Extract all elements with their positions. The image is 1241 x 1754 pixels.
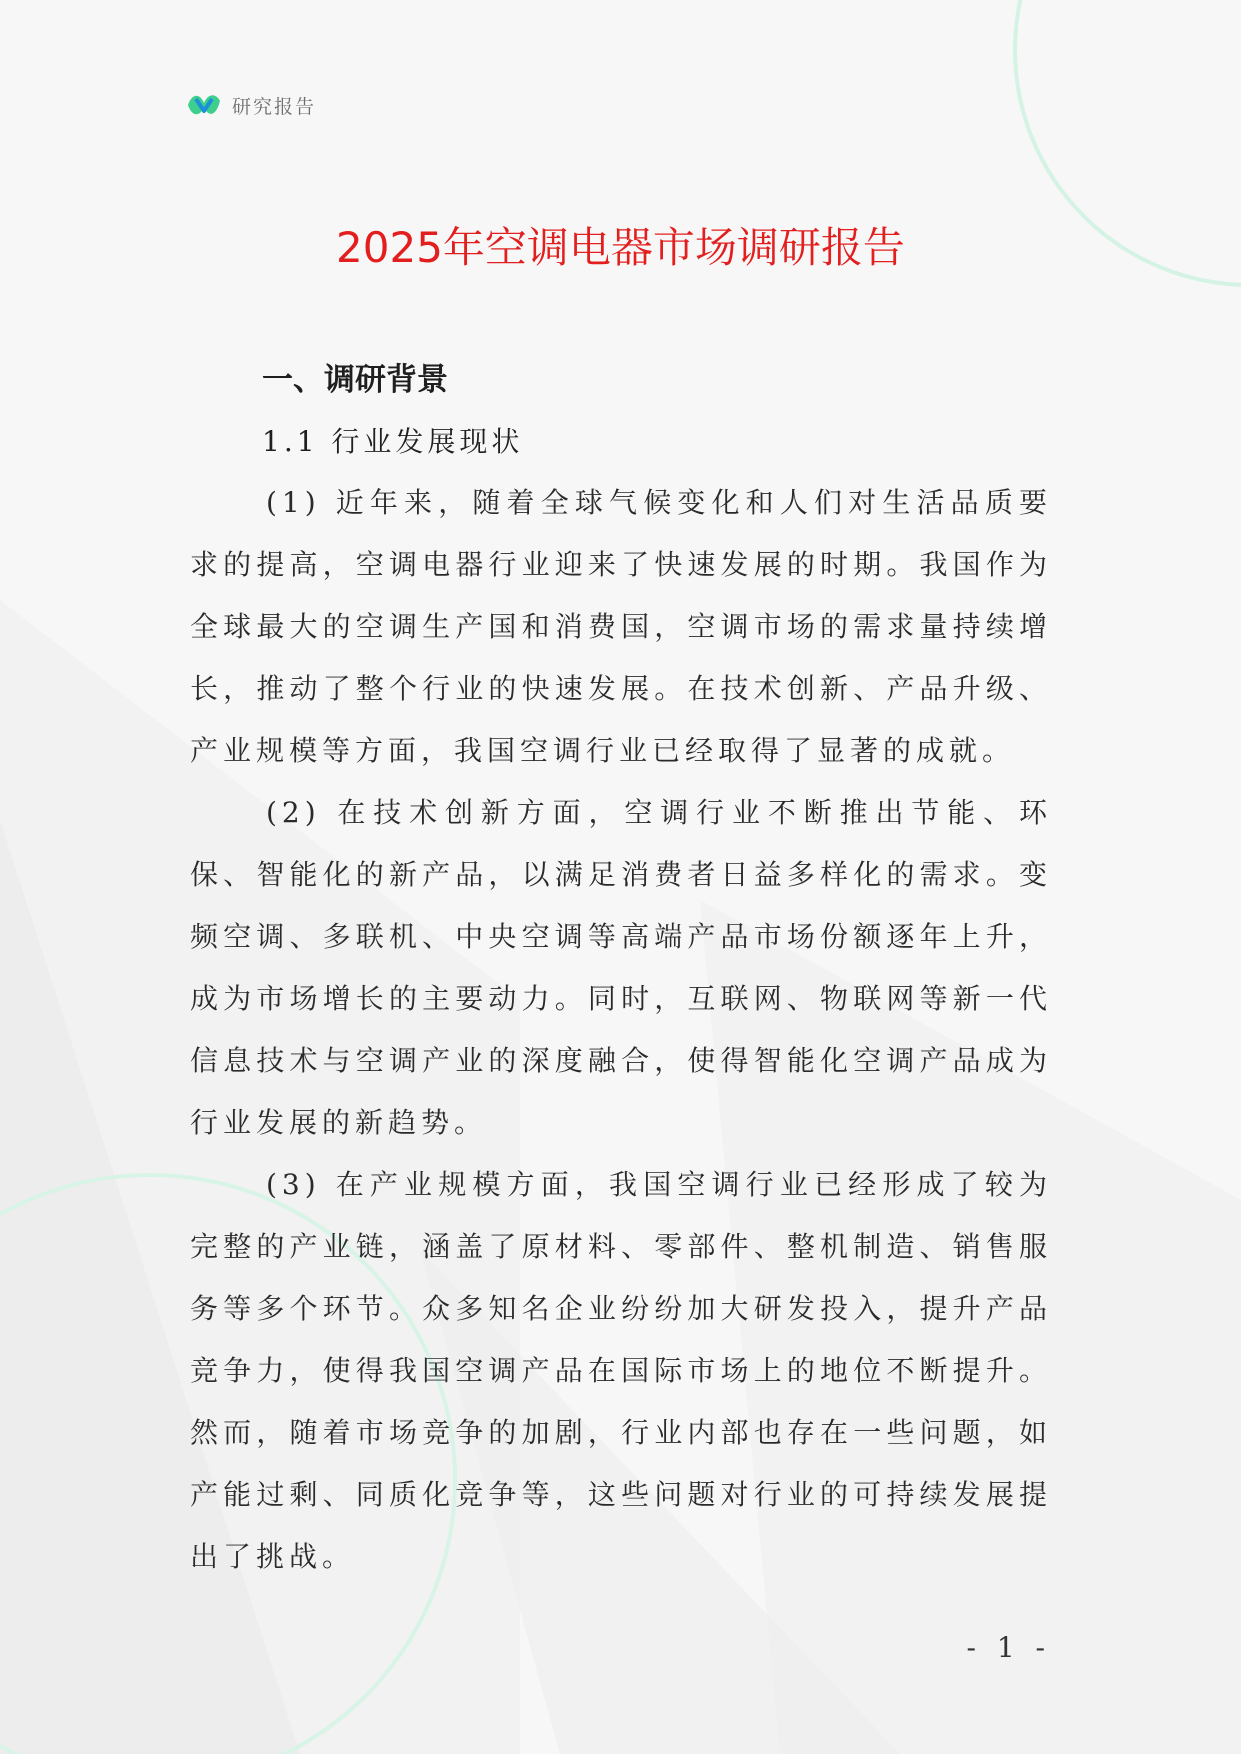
brand-label: 研究报告: [232, 95, 317, 118]
document-title: 2025年空调电器市场调研报告: [336, 223, 905, 272]
body-paragraph: (3) 在产业规模方面，我国空调行业已经形成了较为完整的产业链，涵盖了原材料、零部件、整机制造、销售服务等多个环节。众多知名企业纷纷加大研发投入，提升产品竞争力，使得我国空调产品在国际市场上的地位不断提升。然而，随着市场竞争的加剧，行业内部也存在一些问题，如产能过剩、同质化竞争等，这些问题对行业的可持续发展提出了挑战。: [190, 1168, 1052, 1573]
body-paragraph: (1) 近年来，随着全球气候变化和人们对生活品质要求的提高，空调电器行业迎来了快速发展的时期。我国作为全球最大的空调生产国和消费国，空调市场的需求量持续增长，推动了整个行业的快速发展。在技术创新、产品升级、产业规模等方面，我国空调行业已经取得了显著的成就。: [190, 486, 1052, 767]
brand-logo-icon: [186, 89, 222, 121]
section-heading: 一、调研背景: [262, 362, 448, 398]
subsection-heading: 1.1 行业发展现状: [262, 425, 524, 458]
body-paragraph: (2) 在技术创新方面，空调行业不断推出节能、环保、智能化的新产品，以满足消费者日益多样化的需求。变频空调、多联机、中央空调等高端产品市场份额逐年上升，成为市场增长的主要动力。同时，互联网、物联网等新一代信息技术与空调产业的深度融合，使得智能化空调产品成为行业发展的新趋势。: [190, 796, 1052, 1139]
page-number: - 1 -: [966, 1631, 1051, 1664]
brand-header: [186, 88, 316, 122]
